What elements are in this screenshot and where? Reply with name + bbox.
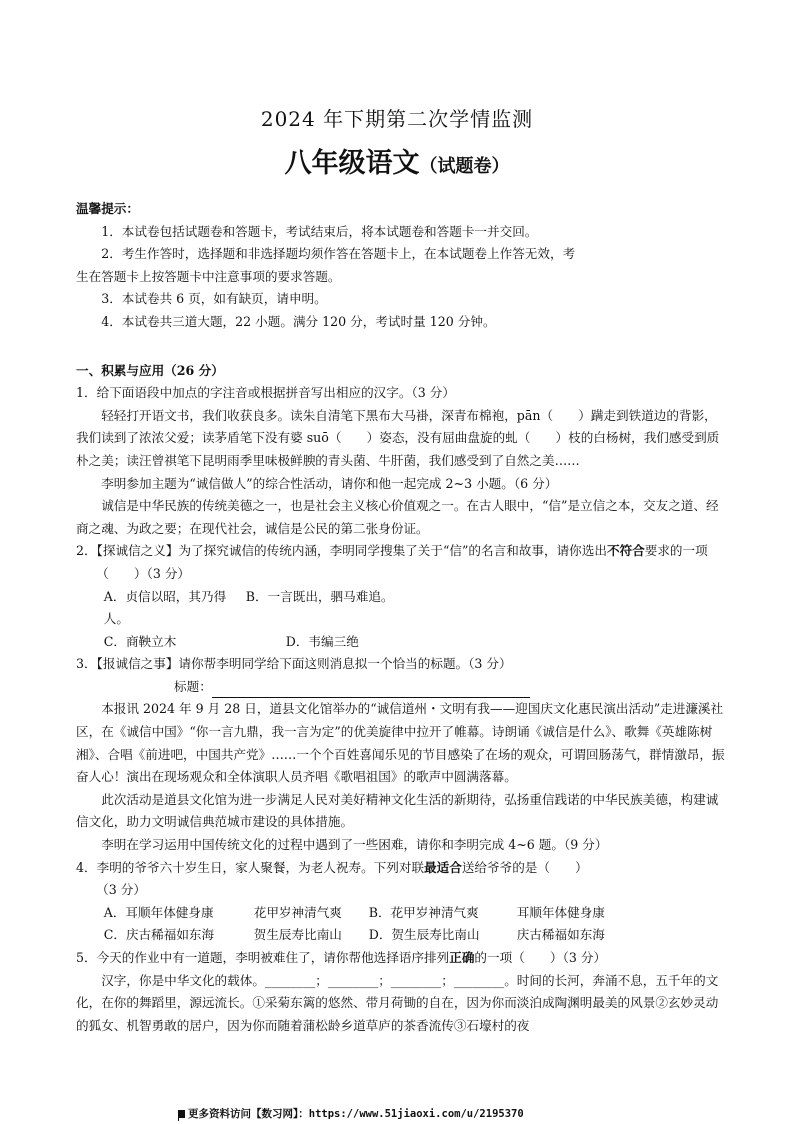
question-2-options [76,586,728,631]
option-b-upper: B．花甲岁神清气爽 [368,904,479,920]
question-1-stem: 1．给下面语段中加点的字注音或根据拼音写出相应的汉字。（3 分） [76,385,455,401]
option-a-lower: 花甲岁神清气爽 [253,904,342,920]
question-4-options [76,924,728,947]
exam-title: 2024 年下期第二次学情监测 [260,107,534,131]
tip-item: 生在答题卡上按答题卡中注意事项的要求答题。 [76,268,341,284]
option-d: D．韦编三绝 [285,633,359,649]
activity-passage: 诚信是中华民族的传统美德之一，也是社会主义核心价值观之一。在古人眼中，“信”是立信之本，交友之道、经商之魂、为政之要；在现代社会，诚信是公民的第二张身份证。 [76,498,719,536]
tip-item: 3．本试卷共 6 页，如有缺页，请申明。 [101,291,327,307]
question-4-stem: 4．李明的爷爷六十岁生日，家人聚餐，为老人祝寿。下列对联最适合送给爷爷的是（ ） [76,859,588,875]
option-a-upper: A．耳顺年体健身康 [103,904,214,920]
question-2-options [76,631,728,654]
title-answer-line: 标题： [76,676,728,699]
tips-heading: 温馨提示： [76,201,139,216]
flag-icon [178,1110,185,1118]
subject-title [0,141,794,180]
option-c-lower: 贺生辰寿比南山 [253,927,342,943]
question-5-passage: 汉字，你是中华文化的载体。________；________；________；________。时间的长河，奔涌不息，五千年的文化，在你的舞蹈里，源远流长。①采菊东篱的悠然、带月荷锄的自在，因为你而淡泊成陶渊明最美的风景②玄妙灵动的狐女、机智勇敢的居户，因为你而随着蒲松龄乡道草庐的茶香流传③石壕村的夜 [76,972,719,1033]
option-b-lower: 耳顺年体健身康 [516,904,605,920]
option-d-upper: D．贺生辰寿比南山 [368,927,480,943]
news-paragraph-1: 本报讯 2024 年 9 月 28 日，道县文化馆举办的“诚信道州・文明有我——迎国庆文化惠民演出活动”走进濂溪社区，在《诚信中国》“你一言九鼎，我一言为定”的优美旋律中拉开了帷幕。诗朗诵《诚信是什么》、歌舞《英雄陈树湘》、合唱《前进吧，中国共产党》……一个个百姓喜闻乐见的节目感染了在场的观众，可谓回肠荡气，群情激昂，振奋人心！演出在现场观众和全体演职人员齐唱《歌唱祖国》的歌声中圆满落幕。 [76,701,725,785]
option-b: B．一言既出，驷马难追。 [245,588,394,604]
tip-item: 2．考生作答时，选择题和非选择题均须作答在答题卡上，在本试题卷上作答无效，考 [101,246,576,262]
activity-intro: 李明参加主题为“诚信做人”的综合性活动，请你和他一起完成 2~3 小题。（6 分） [101,475,558,491]
exam-content [76,198,728,1037]
question-5-stem: 5．今天的作业中有一道题，李明被难住了，请你帮他选择语序排列正确的一项（ ）（3 分） [76,950,607,965]
option-d-lower: 庆古稀福如东海 [516,927,605,943]
question-4-score: （3 分） [96,882,146,898]
section-heading: 一、积累与应用（26 分） [76,362,224,378]
news-paragraph-2: 此次活动是道县文化馆为进一步满足人民对美好精神文化生活的新期待，弘扬重信践诺的中华民族美德，构建诚信文化，助力文明诚信典范城市建设的具体措施。 [76,791,719,830]
subject-name: 八年级语文 [284,148,420,179]
subject-note: （试题卷） [419,156,510,177]
activity-intro-2: 李明在学习运用中国传统文化的过程中遇到了一些困难，请你和李明完成 4~6 题。（9 分） [101,837,608,853]
question-2-stem: 2．【探诚信之义】为了探究诚信的传统内涵，李明同学搜集了关于“信”的名言和故事，请你选出不符合要求的一项（ ）（3 分） [76,543,708,581]
answer-blank [212,683,530,698]
question-1-passage: 轻轻打开语文书，我们收获良多。读朱自清笔下黑布大马褂，深青布棉袍，pān（ ）蹒走到铁道边的背影，我们读到了浓浓父爱；读茅盾笔下没有婆 suō（ ）姿态，没有屈曲盘旋的虬（ ）枝的白杨树，我们感受到质朴之美；读汪曾祺笔下昆明雨季里味极鲜腴的青头菌、牛肝菌，我们感受到了自然之美…… [76,407,720,468]
tip-item: 4．本试卷共三道大题，22 小题。满分 120 分，考试时量 120 分钟。 [101,313,496,329]
option-c-upper: C．庆古稀福如东海 [103,927,215,943]
tip-item: 1．本试卷包括试题卷和答题卡，考试结束后，将本试题卷和答题卡一并交回。 [101,223,538,239]
footer-text: 更多资料访问【数习网】：https://www.51jiaoxi.com/u/2195370 [188,1108,524,1120]
question-4-options [76,902,728,925]
question-3-stem: 3．【报诚信之事】请你帮李明同学给下面这则消息拟一个恰当的标题。（3 分） [76,656,512,672]
footer-link[interactable] [178,1106,524,1121]
fill-blanks: ________；________；________；________。 [264,972,517,988]
option-a: A．贞信以昭，其乃得人。 [103,588,227,627]
option-c: C．商鞅立木 [103,633,177,649]
